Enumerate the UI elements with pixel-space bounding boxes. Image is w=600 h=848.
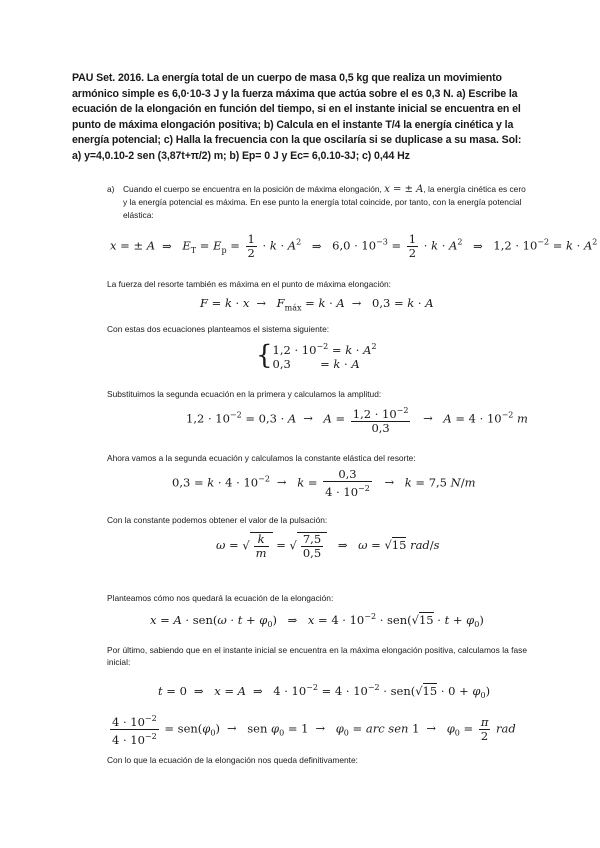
equation-phase: $\frac{4 \cdot 10^{-2}}{4 \cdot 10^{-2}}$ = $sen(\varphi_0)$ → sen $\varphi_0 = 1 \to \varphi_0$ = arc sen $1 \to \varphi_0$ = $\frac{\pi}{2}$ rad — [112, 714, 516, 747]
paragraph-amplitude: Substituimos la segunda ecuación en la primera y calculamos la amplitud: — [107, 389, 382, 399]
equation-system: {$1,2 \cdot 10^{-2} = k \cdot A^2$ 0,3 = k · A — [256, 340, 377, 371]
equation-spring-constant: $0,3 = k \cdot 4 \cdot 10^{-2} \to k$ = $\frac{0,3}{4 \cdot 10^{-2}}$ → k = 7,5 N/m — [172, 467, 476, 499]
item-a-paragraph — [107, 183, 527, 222]
equation-amplitude: $1,2 \cdot 10^{-2} = 0,3 \cdot A \to A$ = $\frac{1,2 \cdot 10^{-2}}{0,3}$ → $A = 4 \cdot 10^{-2}$ m — [186, 406, 528, 435]
equation-initial-condition: t = 0 ⇒ x = A ⇒ $4 \cdot 10^{-2} = 4 \cdot 10^{-2} \cdot sen(√15 \cdot 0 + \varphi_0)$ — [158, 683, 491, 701]
paragraph-elongation-plan: Planteamos cómo nos quedará la ecuación de la elongación: — [107, 593, 334, 603]
paragraph-initial-phase: Por último, sabiendo que en el instante inicial se encuentra en la máxima elongación positiva, calculamos la fase inicial: — [107, 645, 527, 667]
equation-elongation-general: $x = A \cdot sen(\omega \cdot t + \varphi_0)$ ⇒ $x = 4 \cdot 10^{-2} \cdot sen(√15 \cdot t + \varphi_0)$ — [150, 612, 484, 630]
inline-elongation-formula: x = ± A — [384, 184, 424, 195]
equation-energy: x = ± A ⇒ $E_T = E_p$ = $\frac{1}{2}$ · $k \cdot A^2$ ⇒ $6,0 \cdot 10^{-3}$ = $\frac{1}{2}$ · $k \cdot A^2$ ⇒ $1,2 \cdot 10^{-2} = k \cdot A^2$ — [110, 232, 598, 260]
equation-pulsation: ω = √ $\frac{k}{m}$ = √ $\frac{7,5}{0,5}$ ⇒ ω = √15 rad/s — [216, 532, 440, 560]
item-a-text-1: Cuando el cuerpo se encuentra en la posición de máxima elongación, — [123, 184, 382, 194]
paragraph-pulsation: Con la constante podemos obtener el valor de la pulsación: — [107, 515, 328, 525]
paragraph-max-force: La fuerza del resorte también es máxima en el punto de máxima elongación: — [107, 279, 391, 289]
problem-statement: PAU Set. 2016. La energía total de un cuerpo de masa 0,5 kg que realiza un movimiento armónico simple es 6,0·10-3 J y la fuerza máxima que actúa sobre el es 0,3 N. a) Escribe la ecuación de la elongación en función del tiempo, si en el instante inicial se encuentra en el punto de máxima elongación positiva; b) Calcula en el instante T/4 la energía cinética y la energía potencial; c) Halla la frecuencia con la que oscilaría si se duplicase a su masa. Sol: a) y=4,0.10-2 sen (3,87t+π/2) m; b) Ep= 0 J y Ec= 6,0.10-3J; c) 0,44 Hz — [72, 72, 522, 162]
paragraph-final: Con lo que la ecuación de la elongación nos queda definitivamente: — [107, 755, 358, 765]
item-marker: a) — [107, 184, 115, 194]
paragraph-system: Con estas dos ecuaciones planteamos el sistema siguiente: — [107, 324, 330, 334]
paragraph-spring-constant: Ahora vamos a la segunda ecuación y calculamos la constante elástica del resorte: — [107, 453, 416, 463]
equation-force: $F = k \cdot x \to F_{máx} = k \cdot A \to 0,3 = k \cdot A$ — [200, 296, 434, 313]
item-a-text-2: , la energía cinética es cero y la energía potencial es máxima. En ese punto la energía total coincide, por tanto, con la energía potencial elástica: — [123, 184, 526, 220]
